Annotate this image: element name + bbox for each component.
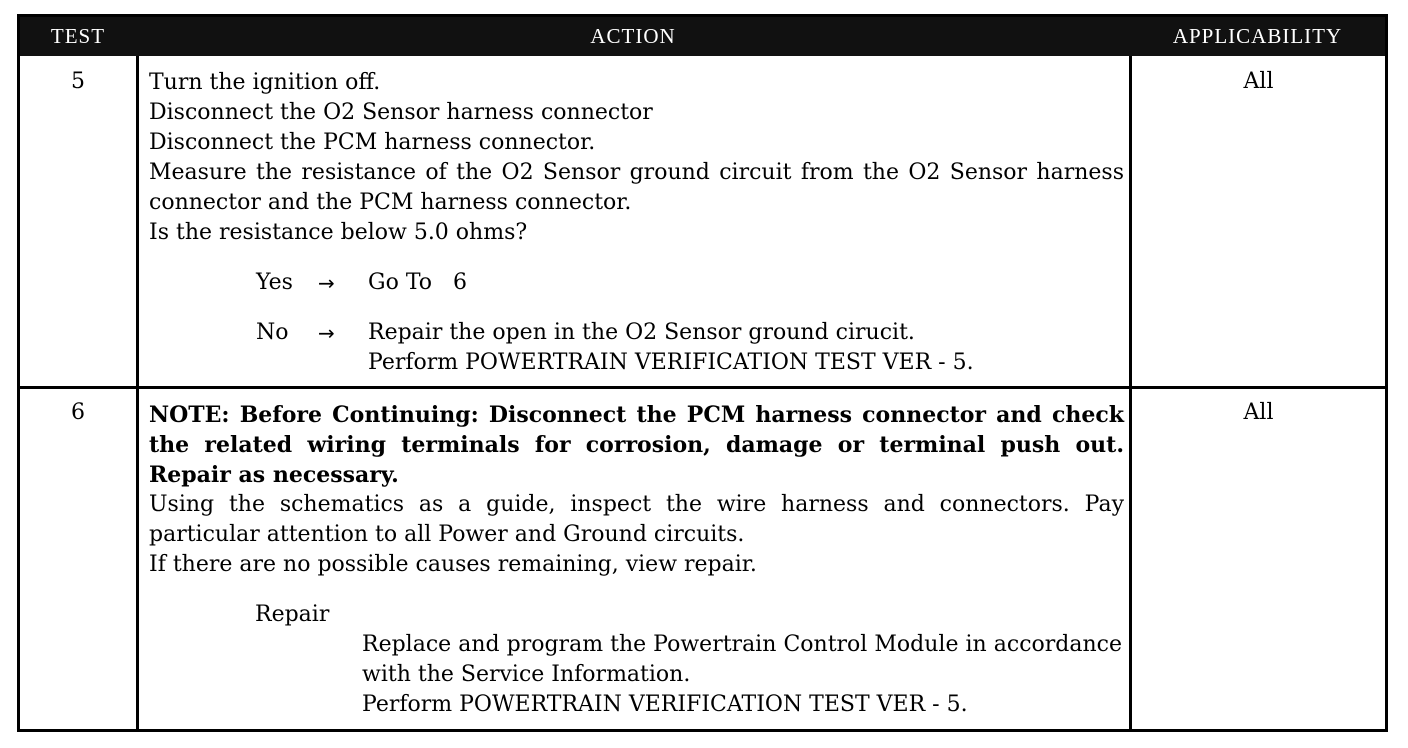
yes-label: Yes [256,270,293,295]
repair-label: Repair [255,602,330,627]
action-line: Measure the resistance of the O2 Sensor ground circuit from the O2 Sensor harness connector and the PCM harness connector. [149,160,1124,215]
table-header [20,17,1385,56]
header-action: ACTION [590,24,676,48]
repair-text: Replace and program the Powertrain Control Module in accordance with the Service Information. [362,632,1122,687]
note-text: NOTE: Before Continuing: Disconnect the PCM harness connector and check the related wiring terminals for corrosion, damage or terminal push out. Repair as necessary. [149,402,1124,488]
yes-action: Go To 6 [368,270,467,295]
action-line: Using the schematics as a guide, inspect the wire harness and connectors. Pay particular attention to all Power and Ground circuits. [149,492,1124,547]
arrow-icon: → [318,321,335,345]
action-line: Disconnect the O2 Sensor harness connector [149,100,653,125]
action-line: Disconnect the PCM harness connector. [149,130,596,155]
applicability-value: All [1243,400,1274,425]
action-text [149,68,1124,248]
applicability-value: All [1243,69,1274,94]
header-test: TEST [50,24,106,48]
header-applicability: APPLICABILITY [1172,24,1343,48]
arrow-icon: → [318,271,335,295]
column-divider [1129,56,1132,729]
column-divider [136,56,139,729]
action-line: If there are no possible causes remaining, view repair. [149,552,757,577]
test-number: 6 [71,400,85,425]
no-label: No [256,320,289,345]
row-divider [20,386,1385,389]
action-line: Is the resistance below 5.0 ohms? [149,220,528,245]
repair-perform: Perform POWERTRAIN VERIFICATION TEST VER - 5. [362,692,968,717]
diagnostic-table [17,14,1388,732]
action-text [149,400,1124,580]
action-line: Turn the ignition off. [149,70,381,95]
test-number: 5 [71,69,85,94]
no-action-perform: Perform POWERTRAIN VERIFICATION TEST VER - 5. [368,350,974,375]
no-action: Repair the open in the O2 Sensor ground cirucit. [368,320,915,345]
